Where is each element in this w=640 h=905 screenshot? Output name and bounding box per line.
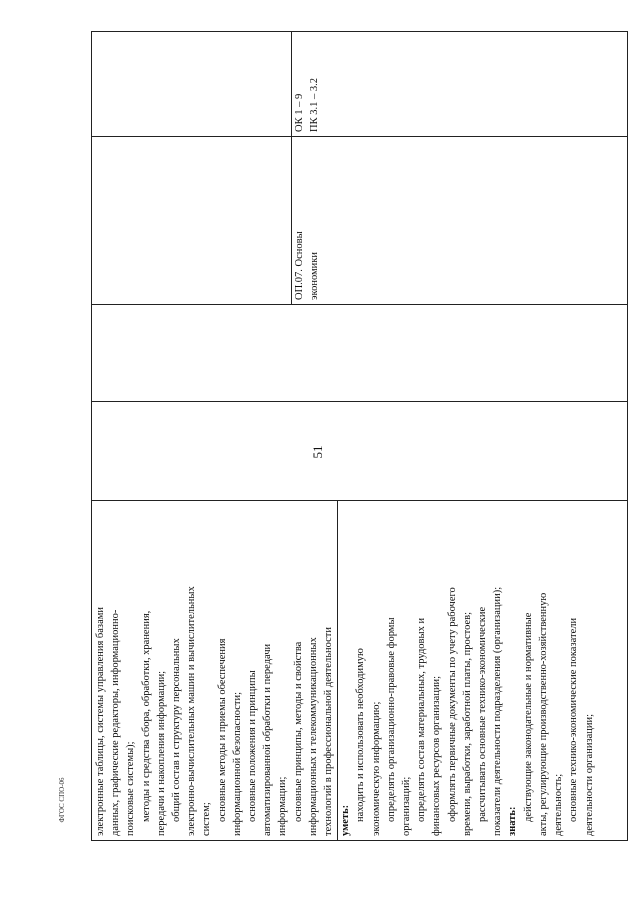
requirement-line: финансовых ресурсов организации; — [431, 675, 443, 836]
discipline-line: экономики — [309, 252, 321, 300]
requirement-line: автоматизированной обработки и передачи — [262, 643, 274, 836]
requirement-line: основные принципы, методы и свойства — [292, 641, 304, 822]
page-number: 51 — [310, 445, 325, 459]
requirement-line: деятельности организации; — [583, 713, 595, 836]
requirement-line: определять состав материальных, трудовых и — [416, 617, 428, 822]
hours-max-cell — [92, 402, 628, 501]
rotated-table — [91, 32, 628, 841]
competence-line: ОК 1 – 9 — [294, 93, 305, 132]
requirement-line: показатели деятельности подразделения (организации); — [492, 586, 504, 836]
requirement-line: поисковые системы); — [125, 741, 137, 836]
requirement-line: электронные таблицы, системы управления базами — [95, 607, 106, 836]
curriculum-table — [91, 31, 628, 841]
requirement-line: находить и использовать необходимую — [355, 648, 367, 822]
requirement-line: информации; — [277, 776, 289, 836]
competence-codes — [292, 36, 322, 132]
requirement-line: методы и средства сбора, обработки, хранения, — [140, 610, 152, 822]
requirement-line: общий состав и структуру персональных — [171, 638, 183, 822]
requirement-line: оформлять первичные документы по учету рабочего — [446, 587, 458, 822]
requirement-line: передачи и накопления информации; — [155, 670, 167, 836]
requirement-line: организаций; — [401, 776, 413, 836]
requirement-line: основные технико-экономические показатели — [568, 617, 580, 822]
footer-code: ФГОС СПО-06 — [58, 777, 66, 823]
requirement-line: рассчитывать основные технико-экономические — [477, 606, 489, 822]
discipline-line: ОП.07. Основы — [294, 231, 305, 300]
requirement-line: систем; — [201, 802, 213, 836]
hours-mandatory-cell — [92, 305, 628, 402]
requirements-cell — [92, 501, 628, 841]
requirement-line: уметь: — [340, 804, 352, 836]
competence-line: ПК 3.1 – 3.2 — [309, 78, 321, 132]
requirement-line: основные методы и приемы обеспечения — [216, 638, 228, 822]
requirement-line: основные положения и принципы — [247, 670, 259, 822]
table-container — [91, 32, 628, 841]
requirement-line: знать: — [507, 806, 519, 836]
requirement-line: информационной безопасности; — [231, 691, 243, 836]
table-row — [92, 32, 628, 841]
requirement-line: электронно-вычислительных машин и вычислительных — [186, 586, 198, 836]
requirement-line: экономическую информацию; — [370, 701, 382, 836]
requirement-line: определять организационно-правовые формы — [385, 617, 397, 822]
requirement-line: информационных и телекоммуникационных — [307, 637, 319, 836]
competences-cell — [92, 32, 628, 137]
discipline-cell — [92, 137, 628, 305]
requirement-line: данных, графические редакторы, информационно- — [110, 609, 122, 836]
requirement-line: акты, регулирующие производственно-хозяйственную — [537, 592, 549, 836]
upper-requirements — [93, 505, 336, 836]
lower-requirements — [338, 505, 596, 836]
requirement-line: технологий в профессиональной деятельности — [323, 627, 335, 836]
discipline-name — [292, 141, 322, 300]
requirement-line: действующие законодательные и нормативные — [522, 612, 534, 822]
requirement-line: деятельность; — [553, 773, 565, 836]
requirement-line: времени, выработки, заработной платы, простоев; — [461, 611, 473, 836]
